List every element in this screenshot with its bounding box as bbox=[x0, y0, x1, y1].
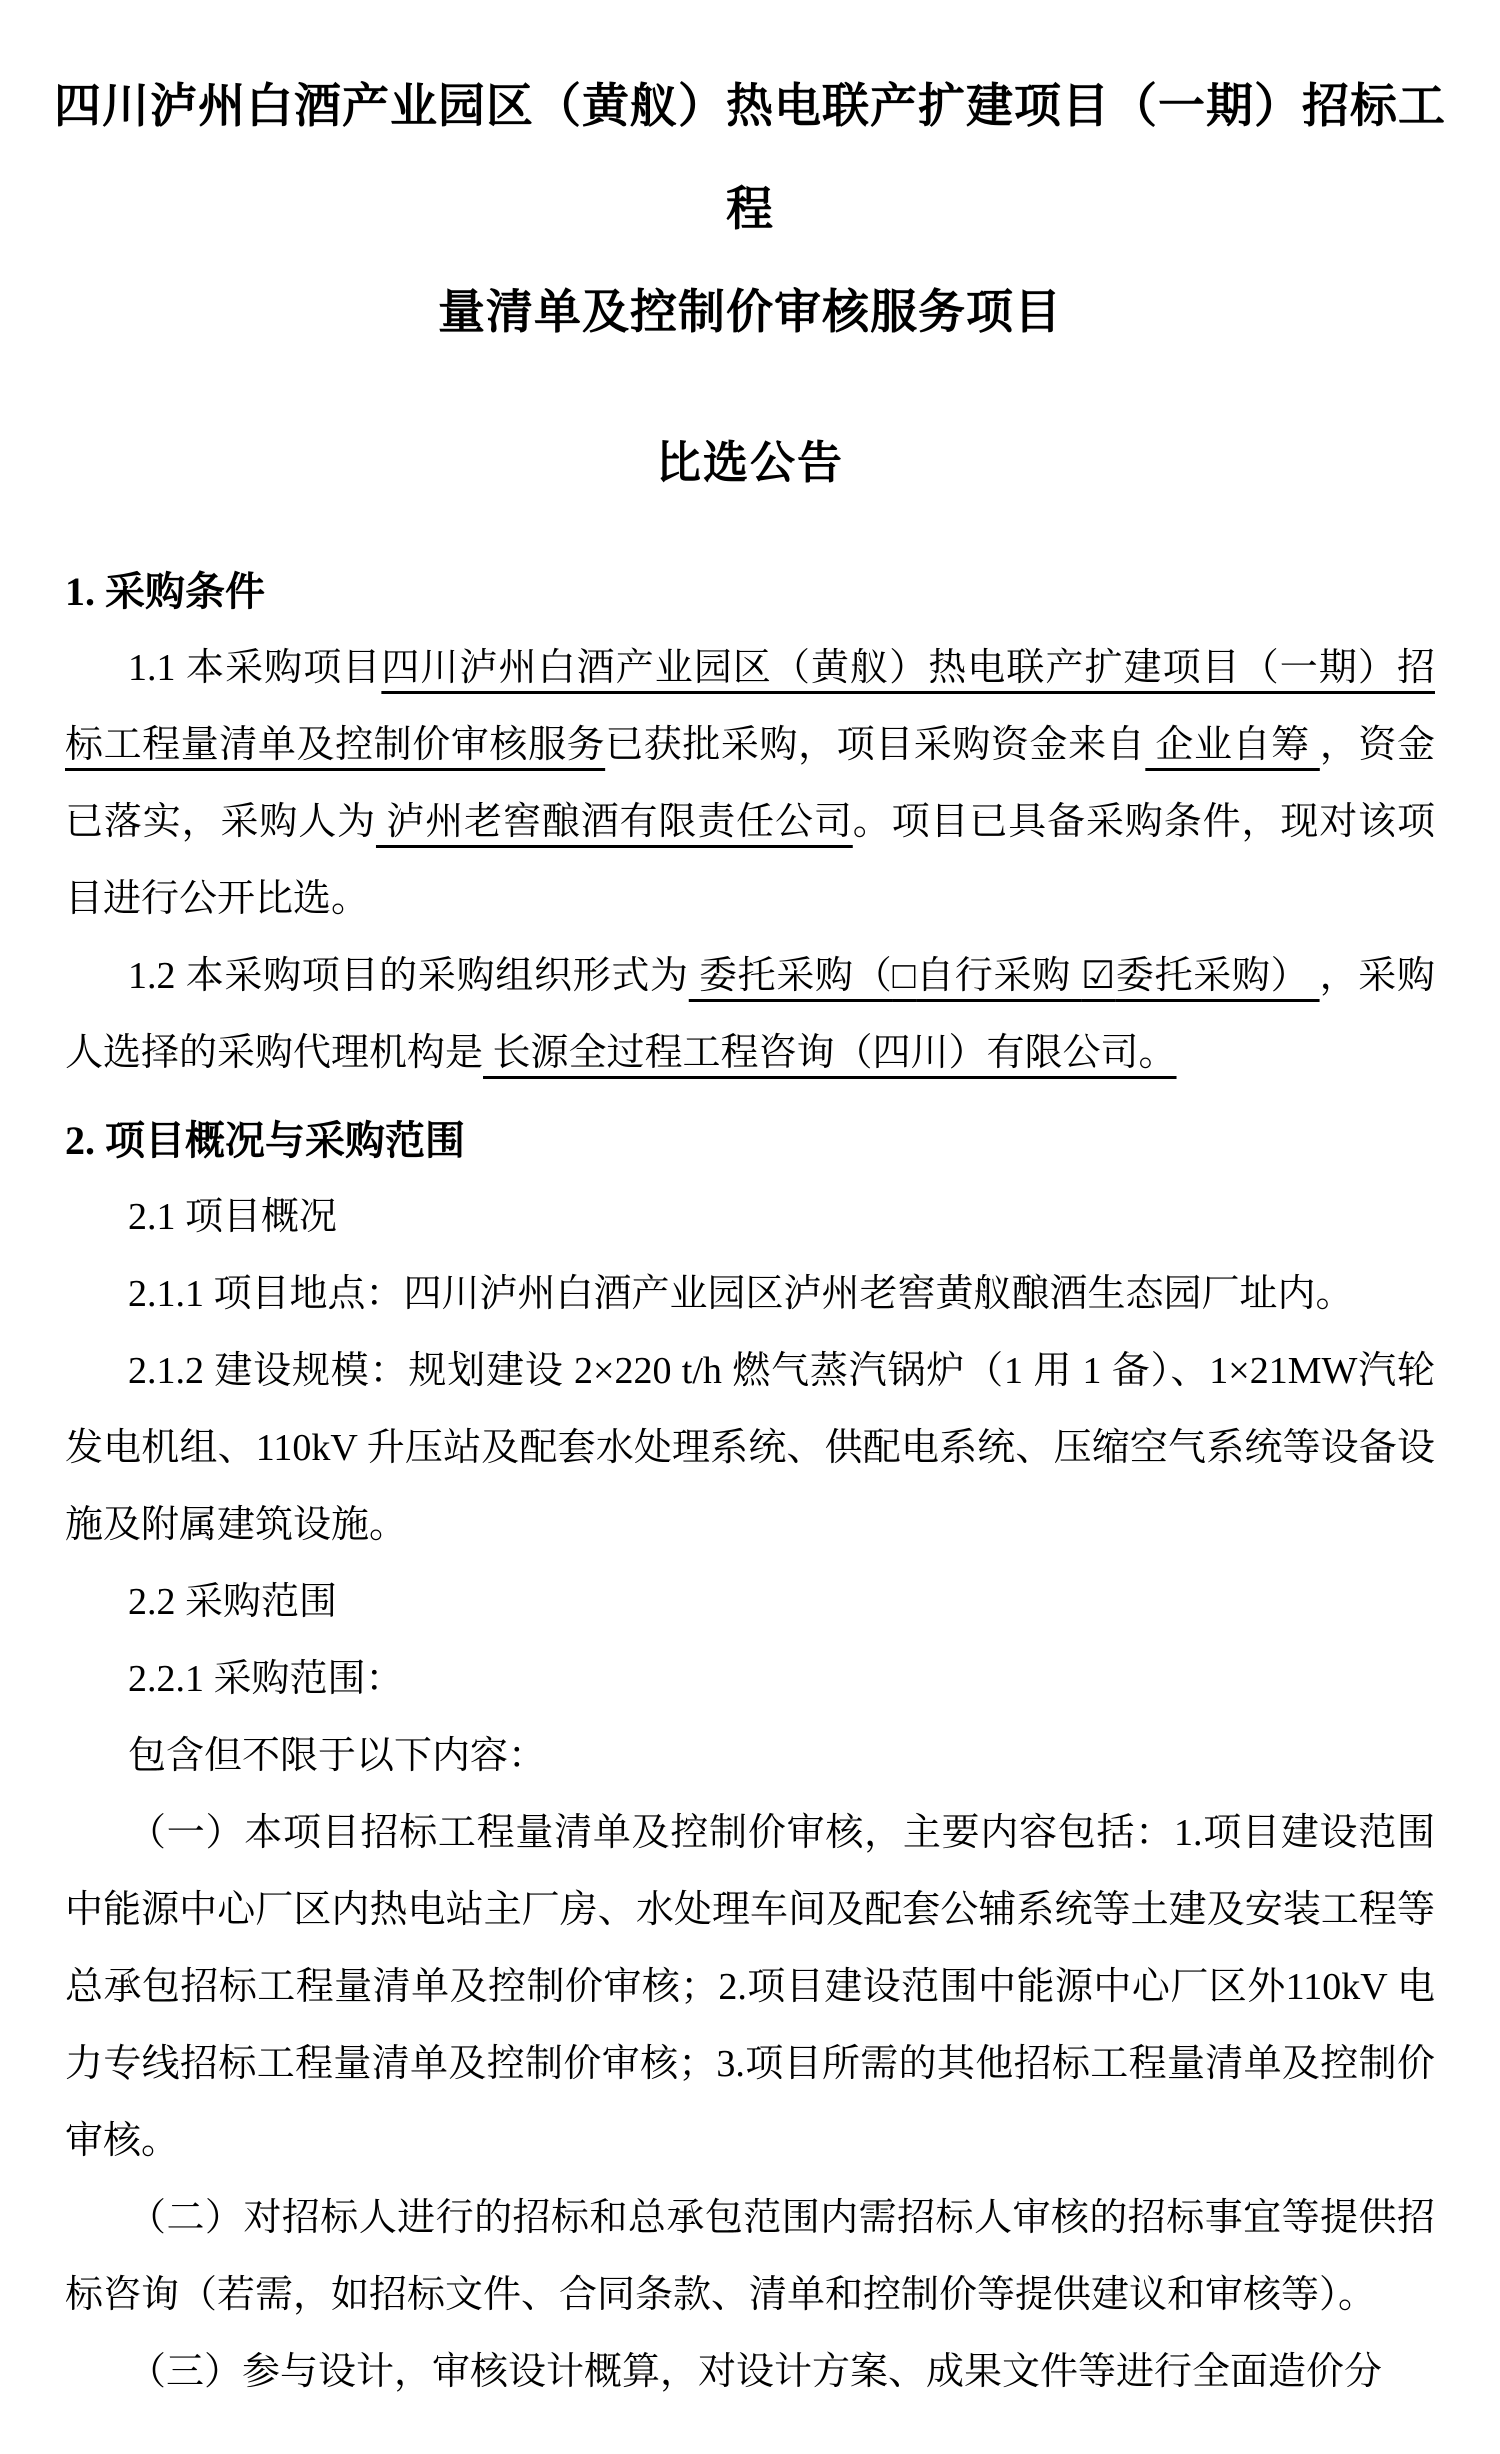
underlined-value: 自行采购 bbox=[916, 955, 1082, 997]
underlined-value: 委托采购） bbox=[1115, 955, 1320, 997]
text-run: ，资金已落实，采购人为 bbox=[65, 724, 1435, 843]
text-run: 2.1.2 建设规模：规划建设 2×220 t/h 燃气蒸汽锅炉（1 用 1 备）、1×21MW汽轮发电机组、110kV 升压站及配套水处理系统、供配电系统、压缩空气系统等设备设施及附属建筑设施。 bbox=[65, 1350, 1435, 1546]
delegated-procurement-checkbox-checked-icon: ☑ bbox=[1081, 955, 1116, 997]
underlined-value: 委托采购（ bbox=[688, 955, 893, 997]
section-heading bbox=[65, 553, 1435, 630]
paragraph bbox=[65, 1564, 1435, 1641]
document-body bbox=[65, 553, 1435, 2411]
text-run: 1. 采购条件 bbox=[65, 569, 265, 614]
text-run: 已获批采购，项目采购资金来自 bbox=[605, 724, 1146, 766]
text-run: 1.2 本采购项目的采购组织形式为 bbox=[128, 955, 689, 997]
underlined-value: 泸州老窖酿酒有限责任公司 bbox=[375, 801, 853, 843]
text-run: （三）参与设计，审核设计概算，对设计方案、成果文件等进行全面造价分 bbox=[128, 2351, 1383, 2393]
paragraph bbox=[65, 1179, 1435, 1256]
text-run: 2.2.1 采购范围： bbox=[128, 1658, 404, 1700]
document-title-line-2: 量清单及控制价审核服务项目 bbox=[438, 287, 1062, 339]
paragraph bbox=[65, 1333, 1435, 1564]
paragraph bbox=[65, 2180, 1435, 2334]
paragraph bbox=[65, 630, 1435, 938]
paragraph bbox=[65, 1256, 1435, 1333]
text-run: 2.2 采购范围 bbox=[128, 1581, 338, 1623]
text-run: （一）本项目招标工程量清单及控制价审核，主要内容包括：1.项目建设范围中能源中心厂区内热电站主厂房、水处理车间及配套公辅系统等土建及安装工程等总承包招标工程量清单及控制价审核；2.项目建设范围中能源中心厂区外110kV 电力专线招标工程量清单及控制价审核；3.项目所需的其他招标工程量清单及控制价审核。 bbox=[65, 1812, 1435, 2162]
underlined-value: 长源全过程工程咨询（四川）有限公司。 bbox=[483, 1032, 1177, 1074]
document-title bbox=[37, 56, 1463, 365]
underlined-value: 四川泸州白酒产业园区（黄舣）热电联产扩建项目（一期）招标工程量清单及控制价审核服务 bbox=[65, 647, 1435, 766]
text-run: 。项目已具备采购条件，现对该项目进行公开比选。 bbox=[65, 801, 1435, 920]
text-run: 1.1 本采购项目 bbox=[128, 647, 382, 689]
text-run: 包含但不限于以下内容： bbox=[128, 1735, 547, 1777]
text-run: ，采购人选择的采购代理机构是 bbox=[65, 955, 1435, 1074]
paragraph bbox=[65, 938, 1435, 1092]
document-title-line-1: 四川泸州白酒产业园区（黄舣）热电联产扩建项目（一期）招标工程 bbox=[54, 81, 1446, 236]
section-heading bbox=[65, 1102, 1435, 1179]
text-run: 2. 项目概况与采购范围 bbox=[65, 1118, 465, 1163]
text-run: 2.1 项目概况 bbox=[128, 1196, 338, 1238]
text-run: 2.1.1 项目地点：四川泸州白酒产业园区泸州老窖黄舣酿酒生态园厂址内。 bbox=[128, 1273, 1354, 1315]
document-page bbox=[0, 56, 1500, 2454]
paragraph bbox=[65, 2334, 1435, 2411]
paragraph bbox=[65, 1795, 1435, 2180]
paragraph bbox=[65, 1718, 1435, 1795]
self-procurement-checkbox-unchecked-icon: □ bbox=[892, 955, 917, 997]
paragraph bbox=[65, 1641, 1435, 1718]
notice-type-title: 比选公告 bbox=[655, 438, 844, 488]
text-run: （二）对招标人进行的招标和总承包范围内需招标人审核的招标事宜等提供招标咨询（若需，如招标文件、合同条款、清单和控制价等提供建议和审核等）。 bbox=[65, 2197, 1435, 2316]
underlined-value: 企业自筹 bbox=[1145, 724, 1320, 766]
